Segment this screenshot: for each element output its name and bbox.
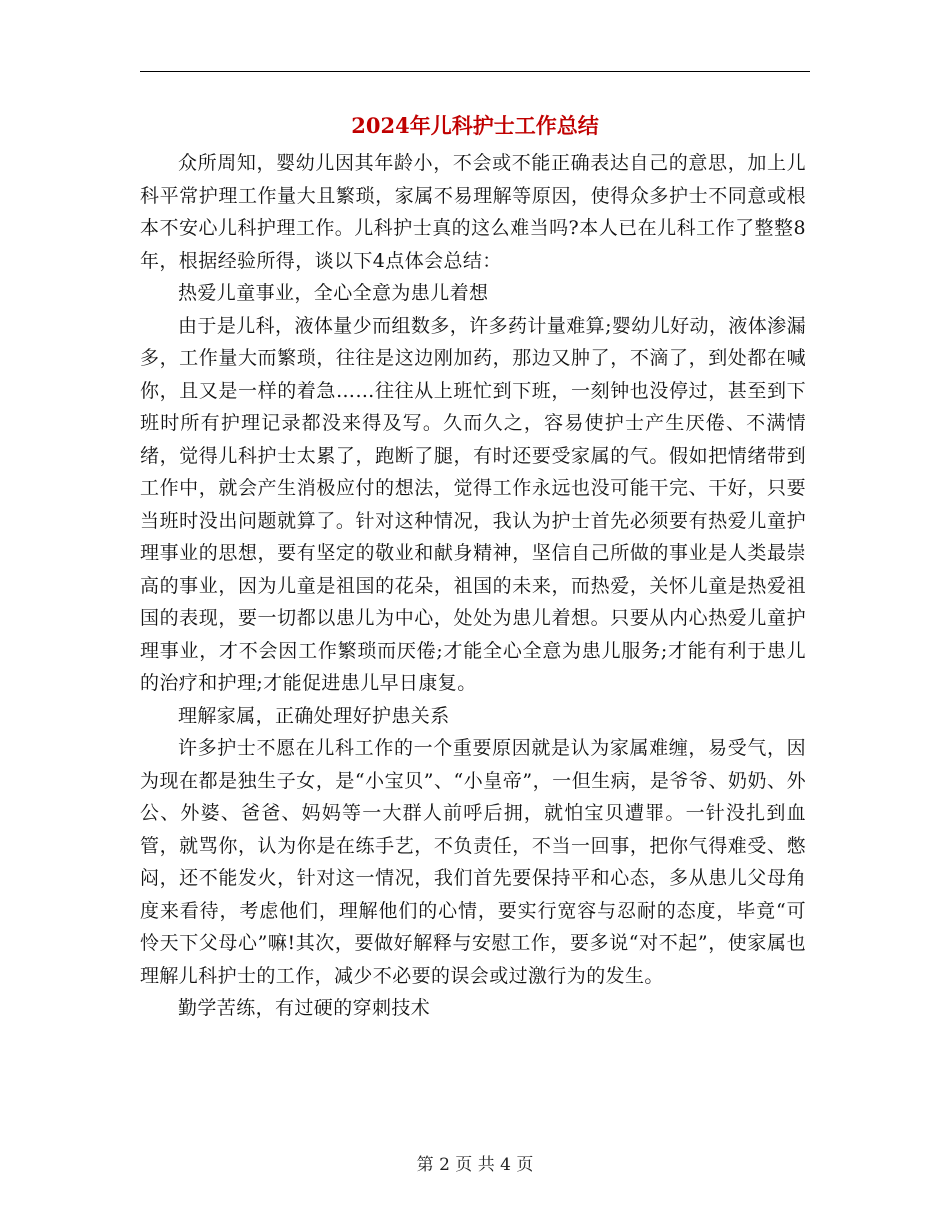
- document-title: 2024年儿科护士工作总结: [351, 113, 599, 138]
- section-paragraph-2: 许多护士不愿在儿科工作的一个重要原因就是认为家属难缠，易受气，因为现在都是独生子女，是“小宝贝”、“小皇帝”，一但生病，是爷爷、奶奶、外公、外婆、爸爸、妈妈等一大群人前呼后拥，就怕宝贝遭罪。一针没扎到血管，就骂你，认为你是在练手艺，不负责任，不当一回事，把你气得难受、憋闷，还不能发火，针对这一情况，我们首先要保持平和心态，多从患儿父母角度来看待，考虑他们，理解他们的心情，要实行宽容与忍耐的态度，毕竟“可怜天下父母心”嘛!其次，要做好解释与安慰工作，要多说“对不起”，使家属也理解儿科护士的工作，减少不必要的误会或过激行为的发生。: [140, 737, 806, 987]
- header-rule: [140, 71, 810, 72]
- section-heading-3: 勤学苦练，有过硬的穿刺技术: [178, 997, 431, 1019]
- section-heading-2: 理解家属，正确处理好护患关系: [178, 704, 450, 727]
- section-paragraph-1: 由于是儿科，液体量少而组数多，许多药计量难算;婴幼儿好动，液体渗漏多，工作量大而繁琐，往往是这边刚加药，那边又肿了，不滴了，到处都在喊你，且又是一样的着急……往往从上班忙到下班，一刻钟也没停过，甚至到下班时所有护理记录都没来得及写。久而久之，容易使护士产生厌倦、不满情绪，觉得儿科护士太累了，跑断了腿，有时还要受家属的气。假如把情绪带到工作中，就会产生消极应付的想法，觉得工作永远也没可能干完、干好，只要当班时没出问题就算了。针对这种情况，我认为护士首先必须要有热爱儿童护理事业的思想，要有坚定的敬业和献身精神，坚信自己所做的事业是人类最崇高的事业，因为儿童是祖国的花朵，祖国的未来，而热爱，关怀儿童是热爱祖国的表现，要一切都以患儿为中心，处处为患儿着想。只要从内心热爱儿童护理事业，才不会因工作繁琐而厌倦;才能全心全意为患儿服务;才能有利于患儿的治疗和护理;才能促进患儿早日康复。: [140, 314, 806, 694]
- section-heading-1: 热爱儿童事业，全心全意为患儿着想: [178, 282, 489, 304]
- page-footer: 第 2 页 共 4 页: [416, 1155, 534, 1175]
- intro-paragraph: 众所周知，婴幼儿因其年龄小，不会或不能正确表达自己的意思，加上儿科平常护理工作量大且繁琐，家属不易理解等原因，使得众多护士不同意或根本不安心儿科护理工作。儿科护士真的这么难当吗?本人已在儿科工作了整整8年，根据经验所得，谈以下4点体会总结：: [140, 152, 806, 272]
- document-body: [140, 147, 806, 1025]
